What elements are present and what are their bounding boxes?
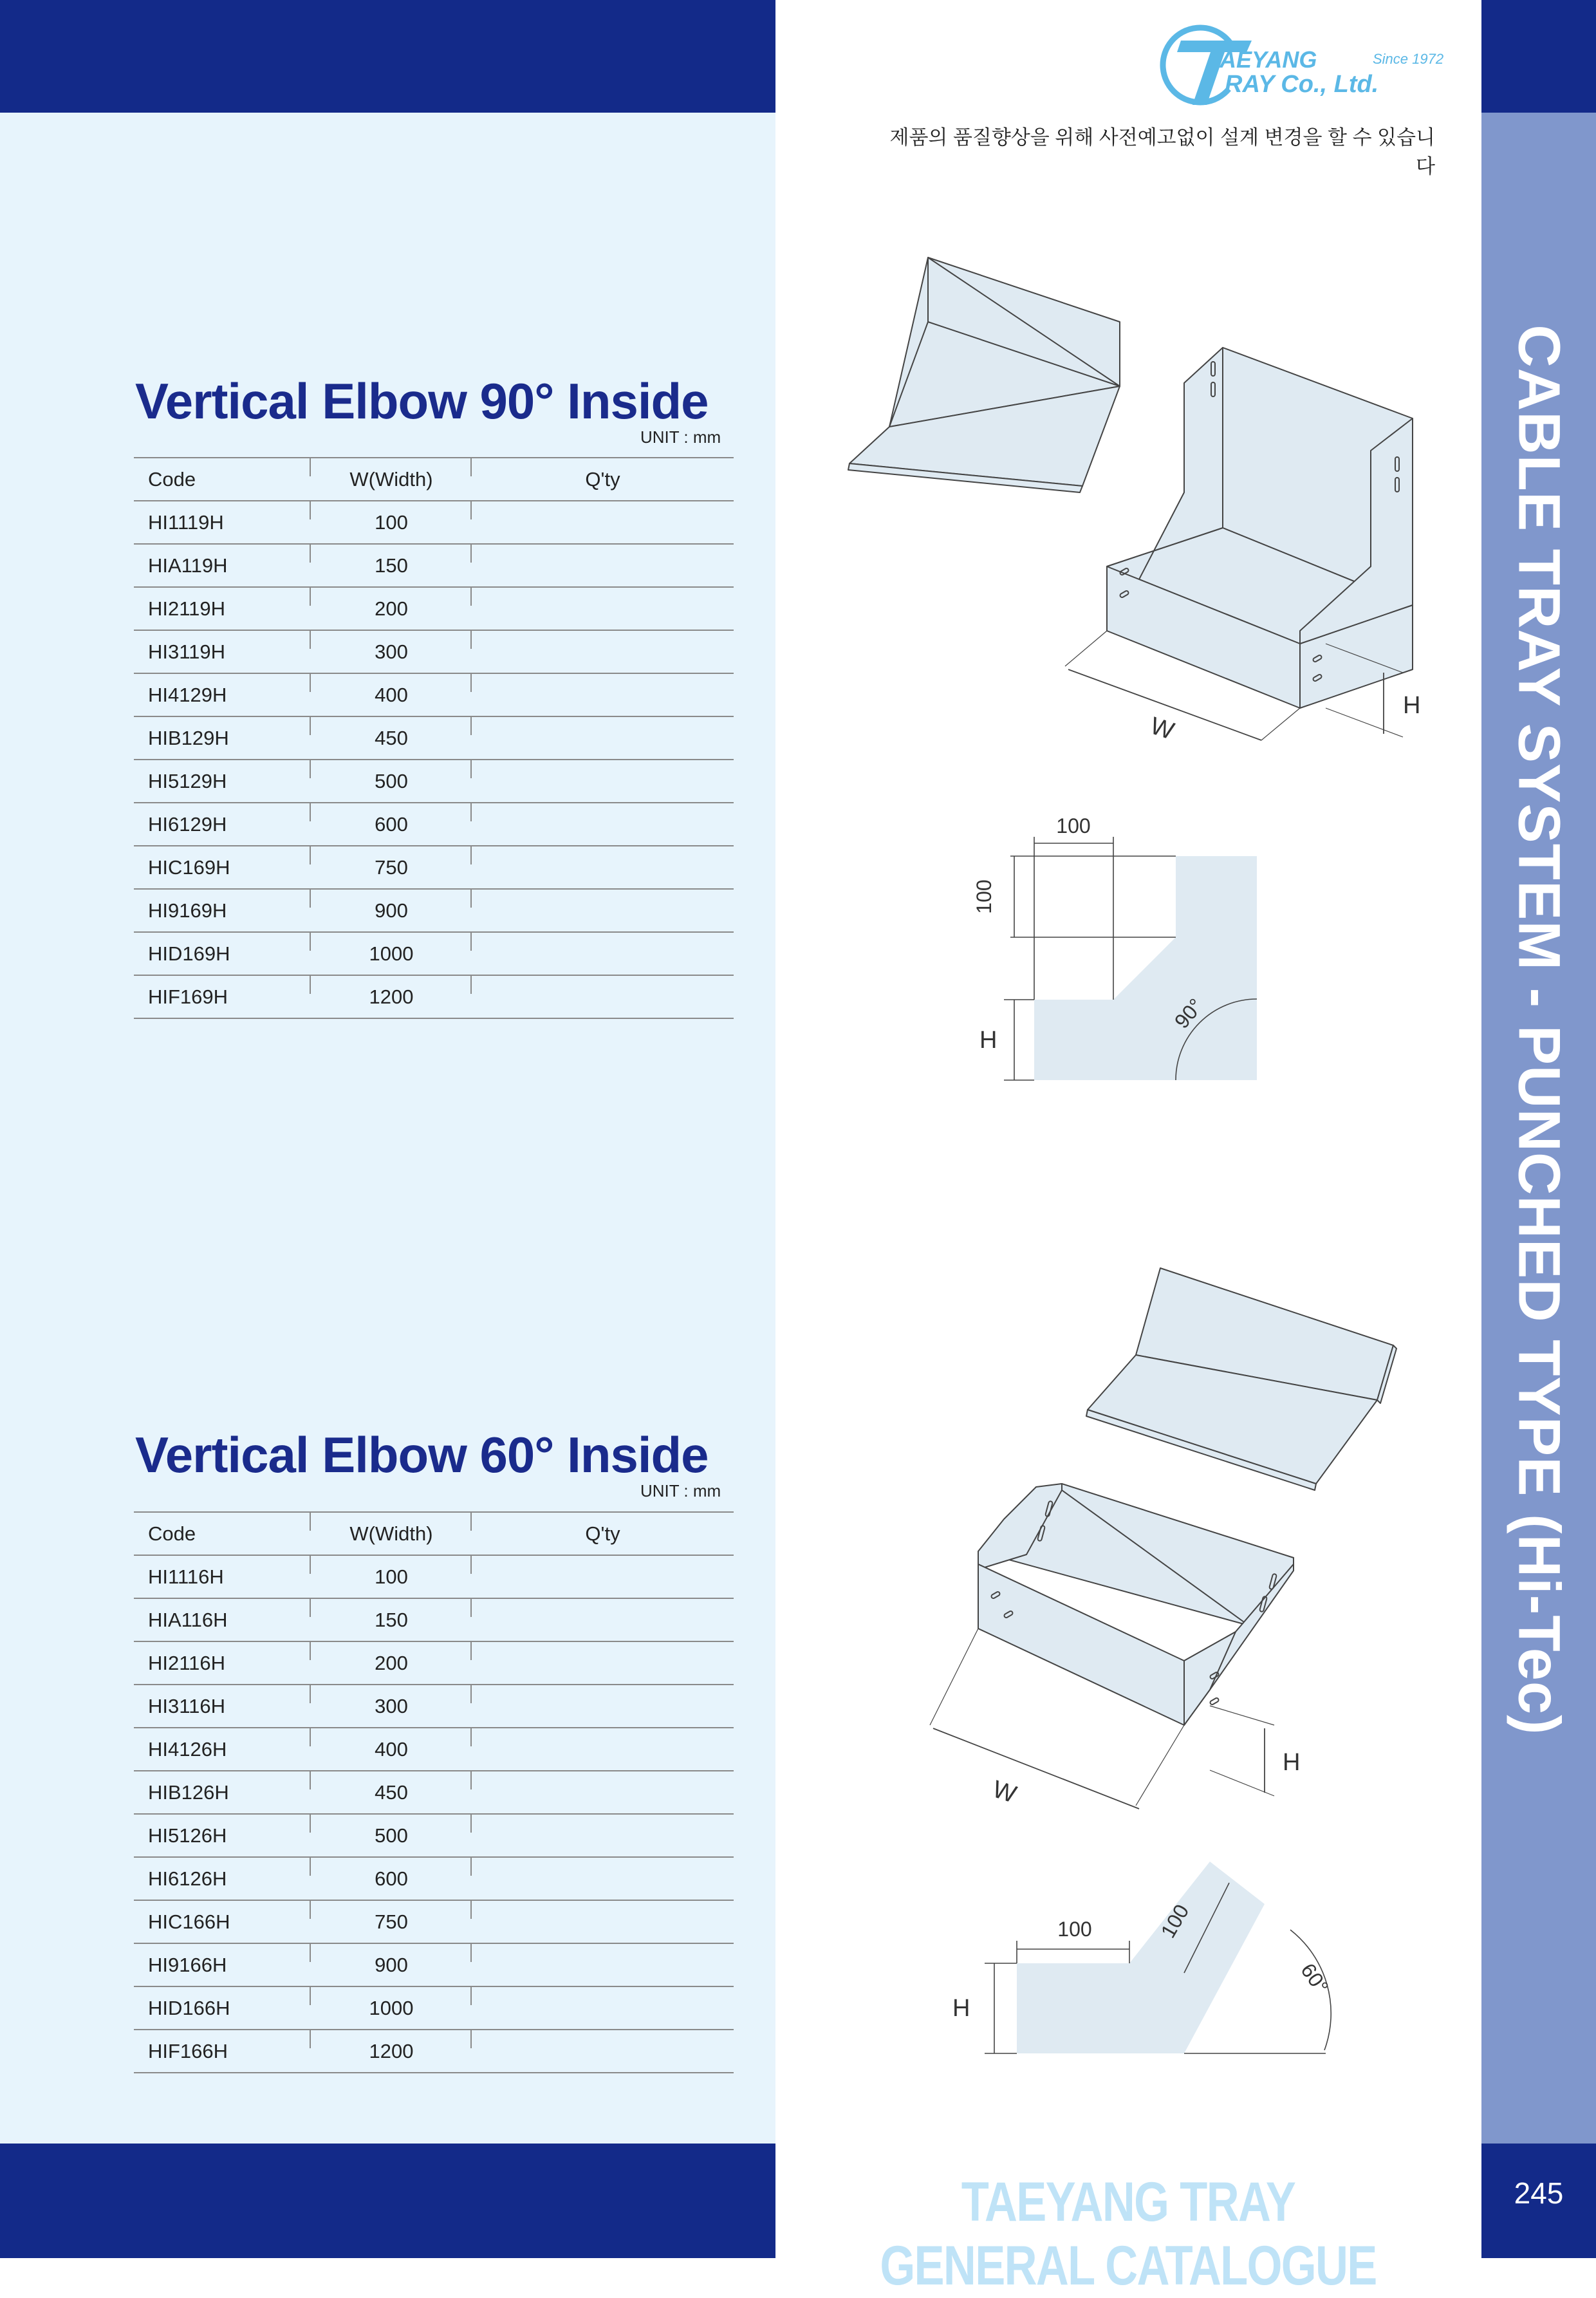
- footer-band: [0, 2144, 775, 2258]
- table-row: [134, 760, 734, 803]
- cell-qty: [472, 716, 734, 760]
- cell-code: HIC169H: [134, 846, 311, 889]
- dim-label-100-diagonal: 100: [1156, 1900, 1194, 1942]
- logo-since: Since 1972: [1373, 51, 1444, 67]
- spec-table-90: [134, 457, 734, 1019]
- cell-qty: [472, 1598, 734, 1641]
- table-row: [134, 587, 734, 630]
- cell-width: 450: [311, 716, 472, 760]
- cell-width: 900: [311, 1943, 472, 1986]
- cell-qty: [472, 630, 734, 673]
- cell-code: HI3119H: [134, 630, 311, 673]
- cell-width: 500: [311, 1814, 472, 1857]
- cell-width: 1200: [311, 2030, 472, 2073]
- table-row: [134, 889, 734, 932]
- cell-code: HID166H: [134, 1986, 311, 2030]
- cell-qty: [472, 889, 734, 932]
- cell-qty: [472, 2030, 734, 2073]
- cell-code: HI9166H: [134, 1943, 311, 1986]
- elbow-60-isometric-drawing: [901, 1262, 1416, 1822]
- dim-label-100-side: 100: [972, 879, 996, 914]
- cell-code: HI5129H: [134, 760, 311, 803]
- column-header-width: W(Width): [311, 1512, 472, 1555]
- table-row: [134, 803, 734, 846]
- table-row: [134, 544, 734, 587]
- table-row: [134, 1771, 734, 1814]
- cell-code: HIA116H: [134, 1598, 311, 1641]
- cell-code: HIB129H: [134, 716, 311, 760]
- table-row: [134, 1685, 734, 1728]
- design-change-notice: 제품의 품질향상을 위해 사전예고없이 설계 변경을 할 수 있습니다: [889, 126, 1435, 178]
- cell-code: HI9169H: [134, 889, 311, 932]
- cell-width: 600: [311, 803, 472, 846]
- cell-width: 400: [311, 1728, 472, 1771]
- table-row: [134, 932, 734, 975]
- cell-code: HID169H: [134, 932, 311, 975]
- spec-table-60: [134, 1511, 734, 2073]
- table-row: [134, 1598, 734, 1641]
- section-title-60: Vertical Elbow 60° Inside: [135, 1426, 709, 1483]
- cell-width: 1200: [311, 975, 472, 1018]
- table-row: [134, 1728, 734, 1771]
- cell-code: HIC166H: [134, 1900, 311, 1943]
- cell-qty: [472, 1685, 734, 1728]
- cell-qty: [472, 932, 734, 975]
- cell-qty: [472, 1555, 734, 1598]
- table-row: [134, 1555, 734, 1598]
- cell-qty: [472, 1857, 734, 1900]
- column-header-code: Code: [134, 458, 311, 501]
- cell-qty: [472, 1814, 734, 1857]
- cell-code: HI1119H: [134, 501, 311, 544]
- cell-qty: [472, 1986, 734, 2030]
- cell-qty: [472, 846, 734, 889]
- cell-code: HI3116H: [134, 1685, 311, 1728]
- cell-code: HI6126H: [134, 1857, 311, 1900]
- cell-width: 150: [311, 544, 472, 587]
- cell-qty: [472, 1943, 734, 1986]
- logo-text-2: RAY Co., Ltd.: [1225, 71, 1379, 98]
- table-row: [134, 1857, 734, 1900]
- column-header-width: W(Width): [311, 458, 472, 501]
- column-header-qty: Q'ty: [472, 1512, 734, 1555]
- cell-qty: [472, 1900, 734, 1943]
- cell-qty: [472, 544, 734, 587]
- table-row: [134, 1943, 734, 1986]
- cell-qty: [472, 673, 734, 716]
- angle-label-90: 90°: [1169, 994, 1208, 1033]
- unit-label-60: UNIT : mm: [640, 1481, 721, 1500]
- cell-qty: [472, 803, 734, 846]
- page-number: 245: [1514, 2176, 1564, 2210]
- table-row: [134, 716, 734, 760]
- cell-qty: [472, 501, 734, 544]
- cell-width: 300: [311, 1685, 472, 1728]
- table-row: [134, 630, 734, 673]
- cell-width: 450: [311, 1771, 472, 1814]
- dim-label-w: W: [1147, 712, 1178, 745]
- cell-code: HI1116H: [134, 1555, 311, 1598]
- catalogue-title: TAEYANG TRAY GENERAL CATALOGUE: [880, 2171, 1377, 2297]
- cell-code: HIF166H: [134, 2030, 311, 2073]
- cell-width: 1000: [311, 932, 472, 975]
- cell-width: 100: [311, 501, 472, 544]
- cell-width: 750: [311, 1900, 472, 1943]
- dim-label-h: H: [1283, 1749, 1301, 1776]
- cell-code: HI2119H: [134, 587, 311, 630]
- table-row: [134, 846, 734, 889]
- cell-width: 100: [311, 1555, 472, 1598]
- cell-code: HIF169H: [134, 975, 311, 1018]
- cell-code: HI4126H: [134, 1728, 311, 1771]
- cell-width: 750: [311, 846, 472, 889]
- table-row: [134, 975, 734, 1018]
- cell-qty: [472, 1641, 734, 1685]
- elbow-60-plan-drawing: [940, 1854, 1339, 2066]
- header-band: [0, 0, 775, 113]
- logo-text-1: AEYANG: [1220, 46, 1317, 73]
- cell-width: 200: [311, 587, 472, 630]
- table-row: [134, 1641, 734, 1685]
- cell-code: HI5126H: [134, 1814, 311, 1857]
- table-row: [134, 1900, 734, 1943]
- cell-qty: [472, 760, 734, 803]
- cell-qty: [472, 587, 734, 630]
- table-row: [134, 1814, 734, 1857]
- cell-qty: [472, 1728, 734, 1771]
- cell-width: 400: [311, 673, 472, 716]
- dim-label-w: W: [989, 1775, 1020, 1809]
- cell-qty: [472, 1771, 734, 1814]
- table-row: [134, 501, 734, 544]
- angle-label-60: 60°: [1296, 1959, 1333, 1998]
- table-row: [134, 2030, 734, 2073]
- cell-width: 600: [311, 1857, 472, 1900]
- column-header-qty: Q'ty: [472, 458, 734, 501]
- cell-width: 900: [311, 889, 472, 932]
- column-header-code: Code: [134, 1512, 311, 1555]
- table-row: [134, 1986, 734, 2030]
- cell-qty: [472, 975, 734, 1018]
- unit-label-90: UNIT : mm: [640, 427, 721, 447]
- cell-code: HIA119H: [134, 544, 311, 587]
- cell-code: HI6129H: [134, 803, 311, 846]
- elbow-90-plan-drawing: [952, 792, 1287, 1094]
- dim-label-h: H: [1403, 692, 1421, 719]
- dim-label-h: H: [952, 1995, 970, 2022]
- cell-width: 1000: [311, 1986, 472, 2030]
- cell-code: HI4129H: [134, 673, 311, 716]
- company-logo: [1155, 23, 1451, 109]
- cell-code: HIB126H: [134, 1771, 311, 1814]
- table-header-row: [134, 1512, 734, 1555]
- dim-label-h: H: [979, 1027, 998, 1054]
- dim-label-100-top: 100: [1056, 814, 1091, 837]
- table-row: [134, 673, 734, 716]
- header-band-right: [1481, 0, 1596, 113]
- cell-code: HI2116H: [134, 1641, 311, 1685]
- cell-width: 500: [311, 760, 472, 803]
- cell-width: 150: [311, 1598, 472, 1641]
- dim-label-100-top: 100: [1057, 1918, 1092, 1941]
- cell-width: 200: [311, 1641, 472, 1685]
- table-header-row: [134, 458, 734, 501]
- section-title-90: Vertical Elbow 90° Inside: [135, 373, 709, 429]
- sidebar-title: CABLE TRAY SYSTEM - PUNCHED TYPE (Hi-Tec): [1506, 324, 1572, 1735]
- cell-width: 300: [311, 630, 472, 673]
- elbow-90-isometric-drawing: [837, 245, 1448, 760]
